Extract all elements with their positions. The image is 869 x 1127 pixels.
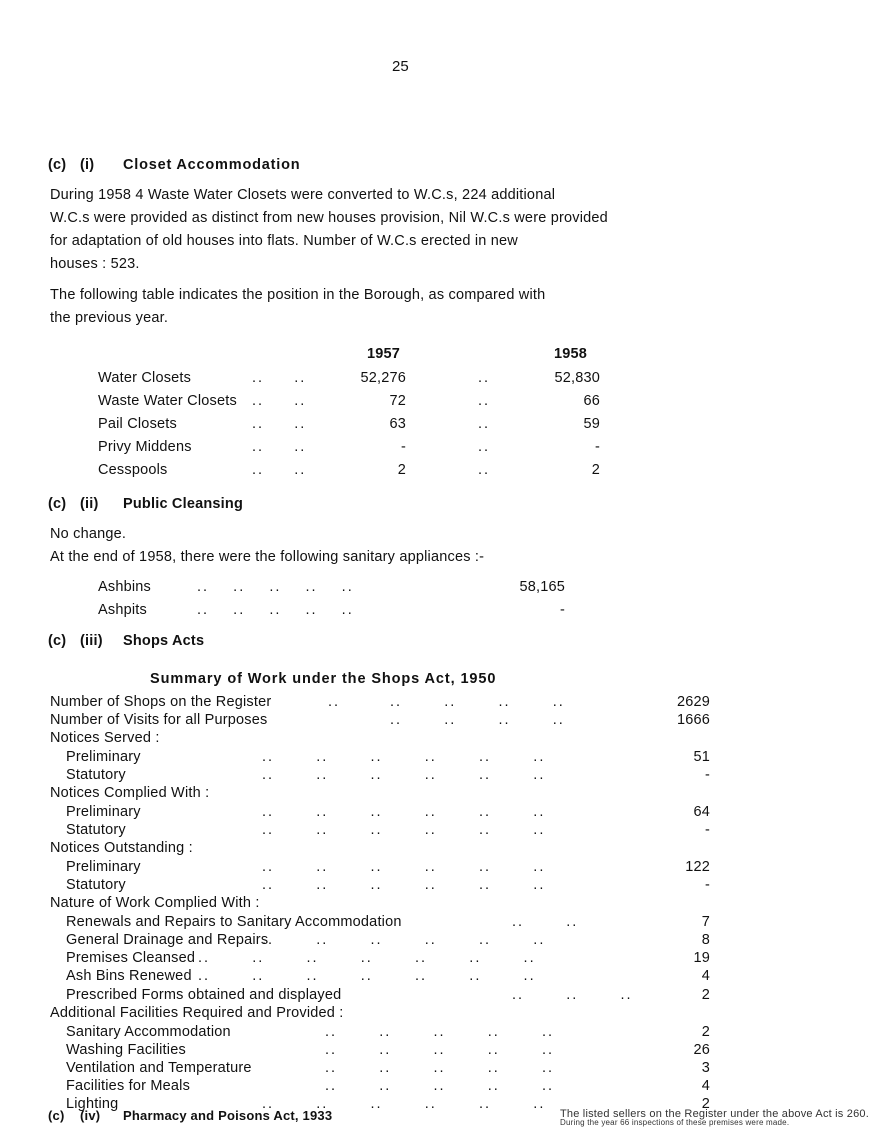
leader-dots: ..: [478, 462, 491, 478]
leader-dots: .. .. .. .. ..: [325, 1060, 555, 1076]
row-value: 2: [701, 987, 710, 1003]
leader-dots: .. .. .. ..: [390, 712, 565, 728]
leader-dots: ..: [478, 439, 491, 455]
row-value: 2: [701, 1096, 710, 1112]
row-label: Cesspools: [98, 462, 168, 478]
leader-dots: ..: [478, 416, 491, 432]
leader-dots: .. .. .. .. .. .. ..: [198, 950, 536, 966]
row-label: General Drainage and Repairs: [66, 932, 269, 948]
row-value: 51: [693, 749, 710, 765]
row-label: Number of Visits for all Purposes: [50, 712, 268, 728]
row-label: Ash Bins Renewed: [66, 968, 192, 984]
row-value: 8: [701, 932, 710, 948]
value-1958: 66: [583, 393, 600, 409]
leader-dots: .. ..: [252, 393, 307, 409]
page-number: 25: [392, 58, 409, 75]
leader-dots: .. .. .. .. ..: [325, 1078, 555, 1094]
leader-dots: .. .. .. .. .. ..: [262, 822, 546, 838]
leader-dots: .. .. .. .. .. ..: [262, 804, 546, 820]
row-value: -: [704, 767, 710, 783]
closet-heading-prefix: (c): [48, 157, 67, 173]
row-label: Waste Water Closets: [98, 393, 237, 409]
leader-dots: .. .. .. .. .. ..: [262, 859, 546, 875]
row-label: Statutory: [66, 822, 126, 838]
leader-dots: ..: [478, 393, 491, 409]
row-value: 2: [701, 1024, 710, 1040]
row-label: Notices Complied With :: [50, 785, 210, 801]
closet-table-year1: 1957: [367, 346, 401, 362]
ashpits-value: -: [559, 602, 565, 618]
leader-dots: .. .. .. .. ..: [325, 1042, 555, 1058]
leader-dots: ..: [328, 694, 341, 710]
leader-dots: .. .. .. .. ..: [197, 602, 354, 618]
leader-dots: .. ..: [252, 462, 307, 478]
cleansing-no-change: No change.: [50, 526, 127, 542]
row-label: Additional Facilities Required and Provided :: [50, 1005, 344, 1021]
row-label: Number of Shops on the Register: [50, 694, 272, 710]
cleansing-heading-prefix: (c): [48, 496, 67, 512]
row-label: Prescribed Forms obtained and displayed: [66, 987, 342, 1003]
row-label: Nature of Work Complied With :: [50, 895, 260, 911]
closet-para1-line3: for adaptation of old houses into flats. Number of W.C.s erected in new: [50, 233, 518, 249]
row-label: Lighting: [66, 1096, 119, 1112]
value-1957: 52,276: [360, 370, 406, 386]
pharmacy-line2: During the year 66 inspections of these premises were made.: [560, 1118, 790, 1127]
row-label: Statutory: [66, 767, 126, 783]
pharmacy-line1: The listed sellers on the Register under the above Act is 260.: [560, 1108, 869, 1120]
row-label: Preliminary: [66, 859, 141, 875]
leader-dots: .. .. .. .. ..: [197, 579, 354, 595]
value-1958: 59: [583, 416, 600, 432]
leader-dots: .. .. ..: [512, 987, 633, 1003]
value-1958: 52,830: [554, 370, 600, 386]
row-value: 4: [701, 968, 710, 984]
shops-heading-num: (iii): [80, 633, 103, 649]
row-label: Washing Facilities: [66, 1042, 186, 1058]
cleansing-heading-title: Public Cleansing: [123, 496, 244, 512]
pharmacy-heading-num: (iv): [80, 1108, 101, 1123]
row-label: Notices Outstanding :: [50, 840, 193, 856]
row-value: 64: [693, 804, 710, 820]
leader-dots: .. ..: [252, 370, 307, 386]
row-value: 122: [685, 859, 710, 875]
row-value: -: [704, 822, 710, 838]
value-1957: 63: [389, 416, 406, 432]
row-label: Renewals and Repairs to Sanitary Accommodation: [66, 914, 402, 930]
pharmacy-heading-title: Pharmacy and Poisons Act, 1933: [123, 1108, 333, 1123]
row-label: Pail Closets: [98, 416, 177, 432]
row-value: 26: [693, 1042, 710, 1058]
leader-dots: .. ..: [512, 914, 579, 930]
value-1957: -: [400, 439, 406, 455]
row-label: Preliminary: [66, 749, 141, 765]
leader-dots: .. .. .. .. .. ..: [262, 767, 546, 783]
row-value: 7: [701, 914, 710, 930]
row-label: Ventilation and Temperature: [66, 1060, 252, 1076]
closet-table-year2: 1958: [554, 346, 588, 362]
leader-dots: .. ..: [252, 439, 307, 455]
closet-para1-line4: houses : 523.: [50, 256, 140, 272]
closet-heading-title: Closet Accommodation: [123, 157, 301, 173]
shops-heading-prefix: (c): [48, 633, 67, 649]
shops-summary-title: Summary of Work under the Shops Act, 1950: [150, 671, 497, 687]
closet-para2-line2: the previous year.: [50, 310, 169, 326]
row-value: 19: [693, 950, 710, 966]
cleansing-intro: At the end of 1958, there were the following sanitary appliances :-: [50, 549, 485, 565]
row-label: Statutory: [66, 877, 126, 893]
row-value: -: [704, 877, 710, 893]
row-value: 2629: [676, 694, 710, 710]
row-label: Notices Served :: [50, 730, 160, 746]
row-value: 1666: [676, 712, 710, 728]
leader-dots: .. .. .. .. .. .. ..: [198, 968, 536, 984]
row-label: Ashbins: [98, 579, 151, 595]
value-1958: 2: [591, 462, 600, 478]
row-label: Sanitary Accommodation: [66, 1024, 231, 1040]
row-label: Ashpits: [98, 602, 147, 618]
leader-dots: ..: [478, 370, 491, 386]
leader-dots: .. ..: [252, 416, 307, 432]
leader-dots: .. .. .. .. .. ..: [262, 1096, 546, 1112]
leader-dots: .. .. .. .. .. ..: [262, 749, 546, 765]
value-1958: -: [594, 439, 600, 455]
leader-dots: .. .. .. .. .. ..: [262, 877, 546, 893]
row-label: Preliminary: [66, 804, 141, 820]
ashbins-value: 58,165: [519, 579, 565, 595]
row-label: Privy Middens: [98, 439, 192, 455]
row-value: 4: [701, 1078, 710, 1094]
pharmacy-heading-prefix: (c): [48, 1108, 65, 1123]
value-1957: 2: [397, 462, 406, 478]
row-label: Facilities for Meals: [66, 1078, 191, 1094]
row-value: 3: [701, 1060, 710, 1076]
value-1957: 72: [389, 393, 406, 409]
closet-para2-line1: The following table indicates the position in the Borough, as compared with: [50, 287, 546, 303]
closet-para1-line2: W.C.s were provided as distinct from new houses provision, Nil W.C.s were provided: [50, 210, 608, 226]
shops-heading-title: Shops Acts: [123, 633, 205, 649]
leader-dots: .. .. .. .. .. ..: [262, 932, 546, 948]
leader-dots: .. .. .. .. ..: [325, 1024, 555, 1040]
closet-heading-num: (i): [80, 157, 95, 173]
row-label: Water Closets: [98, 370, 192, 386]
row-label: Premises Cleansed: [66, 950, 196, 966]
leader-dots: .. .. .. ..: [390, 694, 565, 710]
closet-para1-line1: During 1958 4 Waste Water Closets were converted to W.C.s, 224 additional: [50, 187, 556, 203]
cleansing-heading-num: (ii): [80, 496, 99, 512]
